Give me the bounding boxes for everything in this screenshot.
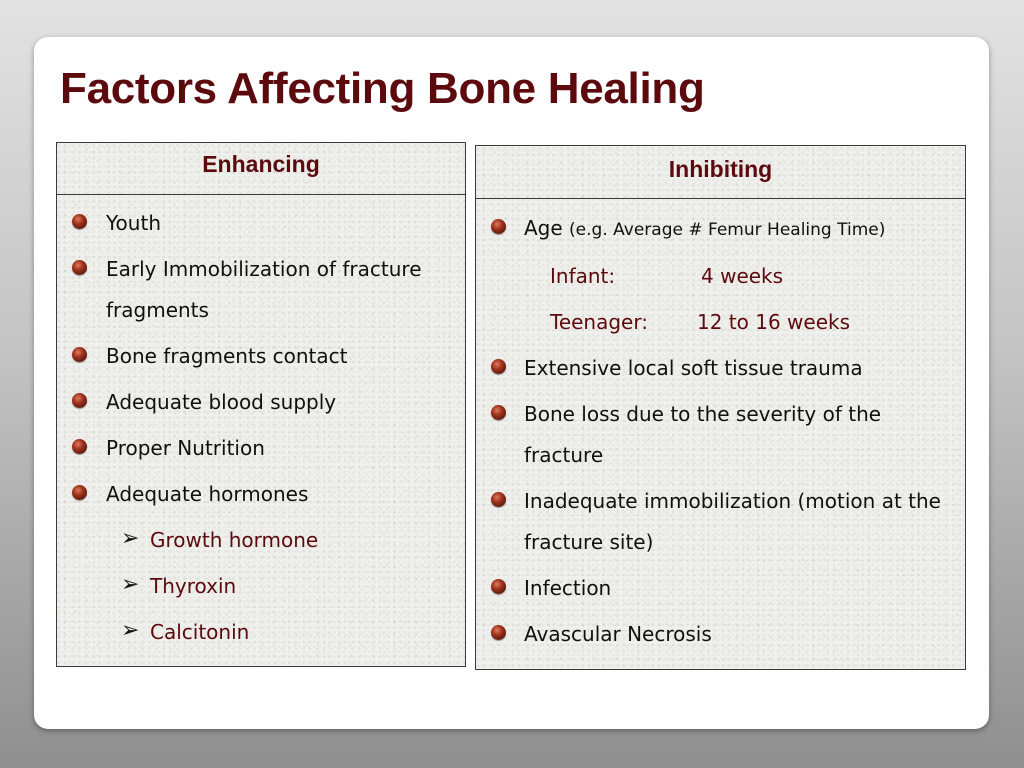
round-bullet-icon	[491, 405, 506, 420]
list-item	[57, 382, 465, 423]
age-row-value: 12 to 16 weeks	[697, 310, 851, 334]
round-bullet-icon	[491, 579, 506, 594]
list-item-text: Avascular Necrosis	[524, 622, 712, 646]
round-bullet-icon	[72, 347, 87, 362]
enhancing-header: Enhancing	[57, 143, 465, 195]
list-item-text: Early Immobilization of fracture fragments	[106, 257, 422, 322]
round-bullet-icon	[72, 260, 87, 275]
list-item-text: Adequate hormones	[106, 482, 309, 506]
list-item	[57, 203, 465, 244]
list-item	[476, 481, 965, 563]
age-note: (e.g. Average # Femur Healing Time)	[569, 220, 886, 240]
round-bullet-icon	[72, 439, 87, 454]
inhibiting-panel	[475, 145, 966, 670]
sub-list-item-text: Growth hormone	[150, 528, 319, 552]
list-item-text: Bone fragments contact	[106, 344, 348, 368]
list-item	[57, 249, 465, 331]
list-item-text: Extensive local soft tissue trauma	[524, 356, 863, 380]
sub-list-item	[57, 520, 465, 561]
sub-list-item-text: Calcitonin	[150, 620, 250, 644]
slide-title: Factors Affecting Bone Healing	[60, 64, 705, 113]
age-row-value: 4 weeks	[701, 264, 784, 288]
arrow-bullet-icon: ➢	[121, 572, 140, 597]
sub-list-item-text: Thyroxin	[150, 574, 237, 598]
age-row-infant	[476, 256, 965, 297]
sub-list-item	[57, 612, 465, 653]
age-row-label: Infant:	[550, 264, 616, 288]
sub-list-item	[57, 566, 465, 607]
arrow-bullet-icon: ➢	[121, 618, 140, 643]
list-item	[476, 614, 965, 655]
list-item-text: Adequate blood supply	[106, 390, 337, 414]
round-bullet-icon	[72, 393, 87, 408]
list-item	[57, 474, 465, 515]
arrow-bullet-icon: ➢	[121, 526, 140, 551]
age-label: Age	[524, 216, 563, 240]
enhancing-list	[57, 203, 465, 658]
list-item	[476, 348, 965, 389]
round-bullet-icon	[72, 485, 87, 500]
age-row-label: Teenager:	[550, 310, 648, 334]
list-item	[57, 428, 465, 469]
list-item-age	[476, 208, 965, 251]
round-bullet-icon	[72, 214, 87, 229]
age-row-teenager	[476, 302, 965, 343]
list-item	[57, 336, 465, 377]
round-bullet-icon	[491, 359, 506, 374]
inhibiting-list	[476, 208, 965, 660]
round-bullet-icon	[491, 219, 506, 234]
list-item-text: Youth	[106, 211, 161, 235]
slide	[34, 37, 989, 729]
list-item-text: Inadequate immobilization (motion at the fracture site)	[524, 489, 941, 554]
round-bullet-icon	[491, 492, 506, 507]
list-item	[476, 394, 965, 476]
round-bullet-icon	[491, 625, 506, 640]
inhibiting-header: Inhibiting	[476, 146, 965, 199]
list-item-text: Bone loss due to the severity of the fracture	[524, 402, 882, 467]
list-item	[476, 568, 965, 609]
list-item-text: Proper Nutrition	[106, 436, 265, 460]
enhancing-panel	[56, 142, 466, 667]
list-item-text: Infection	[524, 576, 612, 600]
